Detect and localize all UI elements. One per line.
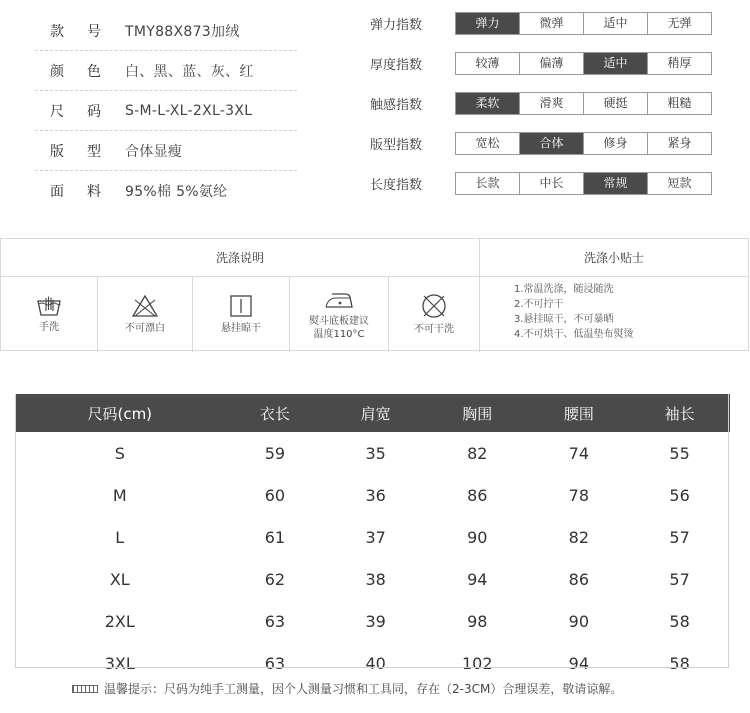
index-row [370,132,712,155]
table-cell: 86 [568,569,589,589]
spec-value: 95%棉 5%氨纶 [125,183,228,200]
care-item-hang-dry [193,277,290,352]
spec-key [35,21,125,41]
spec-row [35,11,297,51]
iron-icon [323,289,355,311]
note-text: 温馨提示：尺码为纯手工测量，因个人测量习惯和工具同，存在（2-3CM）合理误差，敬请谅解。 [104,682,623,696]
table-cell: 78 [568,485,589,505]
care-item-iron [290,277,389,352]
table-cell: XL [109,569,130,589]
spec-key-char: 号 [87,23,101,40]
index-row [370,92,712,115]
measurement-note [72,680,622,697]
care-label: 不可漂白 [125,323,165,334]
table-cell: 39 [365,611,386,631]
spec-row [35,51,297,91]
spec-key-char: 面 [50,183,64,200]
table-cell: 57 [669,569,690,589]
care-item-no-dry-clean [389,277,479,352]
table-cell: 55 [669,443,690,463]
table-cell: 63 [264,611,286,631]
index-options [455,132,712,155]
tip-item: 3.悬挂晾干，不可暴晒 [514,314,614,325]
product-specs [35,11,297,210]
index-label: 触感指数 [370,98,423,113]
spec-key [35,181,125,201]
tip-item: 2.不可拧干 [514,299,564,310]
index-label: 长度指数 [370,178,423,193]
table-cell: 59 [264,443,286,463]
spec-key-char: 款 [50,23,64,40]
table-row [15,516,730,558]
index-option: 中长 [520,173,584,194]
table-row [15,432,730,474]
size-table-header-cell: 尺码(cm) [15,394,225,432]
table-cell: 90 [467,527,488,547]
index-label: 版型指数 [370,138,423,153]
index-option: 微弹 [520,13,584,34]
index-options [455,12,712,35]
index-option: 稍厚 [648,53,711,74]
index-option: 适中 [584,13,648,34]
no-bleach-icon [131,294,159,318]
index-options [455,92,712,115]
care-header [1,239,748,277]
ruler-icon [72,685,98,693]
table-cell: 40 [365,653,386,673]
index-option: 偏薄 [520,53,584,74]
spec-key [35,101,125,121]
spec-key-char: 尺 [50,103,64,120]
table-cell: 57 [669,527,690,547]
spec-key-char: 码 [87,103,101,120]
tip-item: 1.常温洗涤，随浸随洗 [514,284,614,295]
index-option: 长款 [456,173,520,194]
hand-wash-icon [36,295,62,317]
size-table-header-cell: 袖长 [629,394,730,432]
tip-item: 4.不可烘干、低温垫布熨烫 [514,329,634,340]
care-tips-title: 洗涤小贴士 [583,251,644,265]
index-option: 紧身 [648,133,711,154]
table-cell: 3XL [104,653,135,673]
index-option: 无弹 [648,13,711,34]
index-options [455,172,712,195]
index-option: 硬挺 [584,93,648,114]
spec-key-char: 颜 [50,63,64,80]
table-row [15,474,730,516]
index-option: 柔软 [456,93,520,114]
table-cell: 102 [461,653,493,673]
table-cell: 86 [467,485,488,505]
spec-value: 合体显瘦 [125,143,183,160]
index-option: 宽松 [456,133,520,154]
table-cell: 56 [669,485,690,505]
care-icons [1,277,480,352]
table-cell: 98 [467,611,488,631]
index-option: 修身 [584,133,648,154]
size-table-header [15,394,730,432]
table-cell: 58 [669,653,690,673]
index-option: 较薄 [456,53,520,74]
care-tips [480,277,748,352]
index-row [370,172,712,195]
table-cell: 37 [365,527,386,547]
index-label: 弹力指数 [370,18,423,33]
table-cell: 36 [365,485,386,505]
table-row [15,600,730,642]
spec-value: TMY88X873加绒 [125,23,240,40]
index-row [370,52,712,75]
table-cell: M [112,485,127,505]
care-instructions-title: 洗涤说明 [1,239,480,276]
index-option: 合体 [520,133,584,154]
no-dry-clean-icon [419,293,449,319]
size-table-header-cell: 衣长 [225,394,326,432]
hang-dry-icon [229,294,253,318]
table-cell: 35 [365,443,386,463]
index-option: 粗糙 [648,93,711,114]
table-cell: 74 [568,443,589,463]
spec-row [35,131,297,171]
index-label: 厚度指数 [370,58,423,73]
spec-key-char: 色 [87,63,101,80]
spec-value: 白、黑、蓝、灰、红 [125,63,254,80]
care-label: 不可干洗 [414,324,454,335]
table-cell: S [114,443,125,463]
table-cell: 82 [568,527,589,547]
product-indices [370,12,712,212]
care-section [0,238,749,351]
spec-key-char: 版 [50,143,64,160]
spec-key-char: 料 [87,183,101,200]
care-label: 熨斗底板建议 温度110°C [309,315,369,340]
size-table-header-cell: 腰围 [528,394,629,432]
size-table-header-cell: 胸围 [426,394,528,432]
index-row [370,12,712,35]
size-table [15,394,730,684]
index-option: 弹力 [456,13,520,34]
table-cell: 82 [467,443,488,463]
table-cell: 62 [264,569,286,589]
table-cell: 61 [264,527,286,547]
index-option: 滑爽 [520,93,584,114]
table-cell: 60 [264,485,286,505]
table-cell: 2XL [104,611,135,631]
spec-key [35,141,125,161]
table-cell: 94 [568,653,589,673]
table-cell: L [115,527,125,547]
spec-key [35,61,125,81]
care-item-no-bleach [98,277,193,352]
table-row [15,642,730,684]
index-options [455,52,712,75]
index-option: 短款 [648,173,711,194]
care-item-hand-wash [1,277,98,352]
table-cell: 90 [568,611,589,631]
table-cell: 38 [365,569,386,589]
size-table-header-cell: 肩宽 [325,394,426,432]
spec-row [35,171,297,210]
spec-key-char: 型 [87,143,101,160]
care-label: 悬挂晾干 [221,323,261,334]
table-row [15,558,730,600]
index-option: 适中 [584,53,648,74]
spec-row [35,91,297,131]
index-option: 常规 [584,173,648,194]
table-cell: 63 [264,653,286,673]
spec-value: S-M-L-XL-2XL-3XL [125,102,253,119]
care-label: 手洗 [39,322,59,333]
table-cell: 58 [669,611,690,631]
table-cell: 94 [467,569,488,589]
